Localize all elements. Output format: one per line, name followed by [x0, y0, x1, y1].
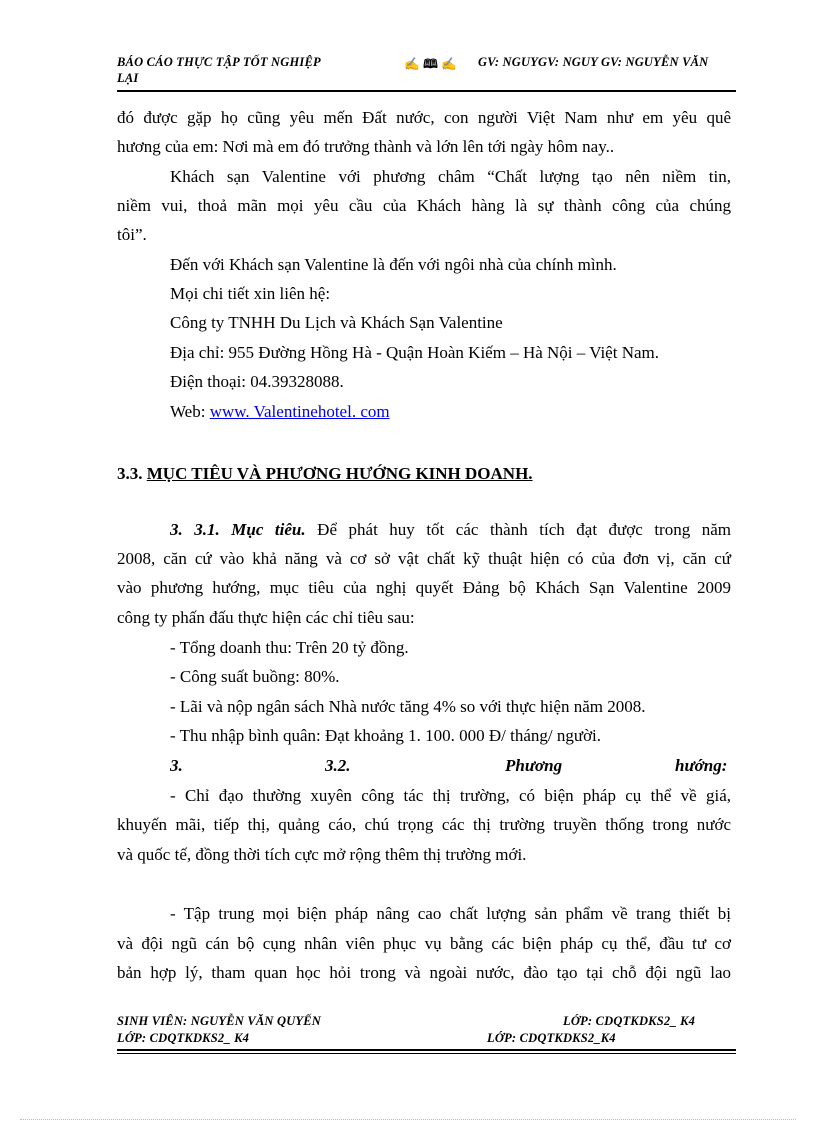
company-name: Công ty TNHH Du Lịch và Khách Sạn Valentine: [170, 313, 503, 332]
target-item: - Công suất buồng: 80%.: [170, 667, 340, 686]
body-line: và quốc tế, đồng thời tích cực mở rộng thêm thị trường mới.: [117, 845, 527, 864]
header-teacher: GV: NGUYGV: NGUY GV: NGUYỄN VĂN: [478, 55, 709, 69]
body-line: - Chỉ đạo thường xuyên công tác thị trường, có biện pháp cụ thể về giá,: [170, 786, 731, 805]
header-title-cont: LẠI: [117, 71, 139, 85]
subsection2-sub: 3.2.: [325, 756, 351, 775]
subsection-label: 3. 3.1. Mục tiêu.: [170, 520, 306, 539]
body-line: bản hợp lý, tham quan học hỏi trong và ngoài nước, đào tạo tại chỗ đội ngũ lao: [117, 963, 731, 982]
header-title: BÁO CÁO THỰC TẬP TỐT NGHIỆP: [117, 55, 321, 69]
body-line: Mọi chi tiết xin liên hệ:: [170, 284, 331, 303]
body-line: và đội ngũ cán bộ cụng nhân viên phục vụ bằng các biện pháp cụ thể, đầu tư cơ: [117, 934, 731, 953]
company-web: [170, 402, 390, 422]
section-title: MỤC TIÊU VÀ PHƯƠNG HƯỚNG KINH DOANH.: [146, 464, 533, 483]
body-line: 2008, căn cứ vào khả năng và cơ sở vật chất kỹ thuật hiện có của đơn vị, căn cứ: [117, 549, 731, 568]
header-symbols: ✍ 🕮 ✍: [404, 57, 458, 71]
header-rule: [117, 90, 736, 92]
footer-rule-thin: [117, 1053, 736, 1054]
subsection2-word2: hướng:: [675, 756, 728, 775]
body-line: hương của em: Nơi mà em đó trưởng thành và lớn lên tới ngày hôm nay..: [117, 137, 615, 156]
subsection2-num: 3.: [170, 756, 183, 775]
subsection-line: [170, 520, 731, 540]
target-item: - Thu nhập bình quân: Đạt khoảng 1. 100. 000 Đ/ tháng/ người.: [170, 726, 602, 745]
company-address: Địa chỉ: 955 Đường Hồng Hà - Quận Hoàn Kiếm – Hà Nội – Việt Nam.: [170, 343, 659, 362]
footer-student: SINH VIÊN: NGUYỄN VĂN QUYẾN: [117, 1014, 322, 1028]
body-line: công ty phấn đấu thực hiện các chỉ tiêu sau:: [117, 608, 415, 627]
subsection-text: Để phát huy tốt các thành tích đạt được trong năm: [317, 520, 732, 539]
footer-rule: [117, 1049, 736, 1051]
web-label: Web:: [170, 402, 210, 421]
company-phone: Điện thoại: 04.39328088.: [170, 372, 344, 391]
target-item: - Lãi và nộp ngân sách Nhà nước tăng 4% so với thực hiện năm 2008.: [170, 697, 646, 716]
body-line: đó được gặp họ cũng yêu mến Đất nước, con người Việt Nam như em yêu quê: [117, 108, 731, 127]
target-item: - Tổng doanh thu: Trên 20 tỷ đồng.: [170, 638, 409, 657]
footer-class: LỚP: CDQTKDKS2_K4: [487, 1031, 616, 1045]
body-line: Đến với Khách sạn Valentine là đến với ngôi nhà của chính mình.: [170, 255, 617, 274]
page-edge: [20, 1119, 796, 1120]
footer-class: LỚP: CDQTKDKS2_ K4: [117, 1031, 250, 1045]
footer-class: LỚP: CDQTKDKS2_ K4: [563, 1014, 696, 1028]
body-line: khuyến mãi, tiếp thị, quảng cáo, chú trọng các thị trường truyền thống trong nước: [117, 815, 731, 834]
body-line: niềm vui, thoả mãn mọi yêu cầu của Khách hàng là sự thành công của chúng: [117, 196, 731, 215]
subsection2-word: Phương: [505, 756, 563, 775]
section-number: 3.3.: [117, 464, 147, 483]
section-heading: [117, 464, 533, 484]
body-line: - Tập trung mọi biện pháp nâng cao chất lượng sản phẩm về trang thiết bị: [170, 904, 731, 923]
body-line: vào phương hướng, mục tiêu của nghị quyết Đảng bộ Khách Sạn Valentine 2009: [117, 578, 731, 597]
body-line: Khách sạn Valentine với phương châm “Chất lượng tạo nên niềm tin,: [170, 167, 731, 186]
body-line: tôi”.: [117, 225, 147, 244]
web-link[interactable]: www. Valentinehotel. com: [209, 402, 390, 421]
